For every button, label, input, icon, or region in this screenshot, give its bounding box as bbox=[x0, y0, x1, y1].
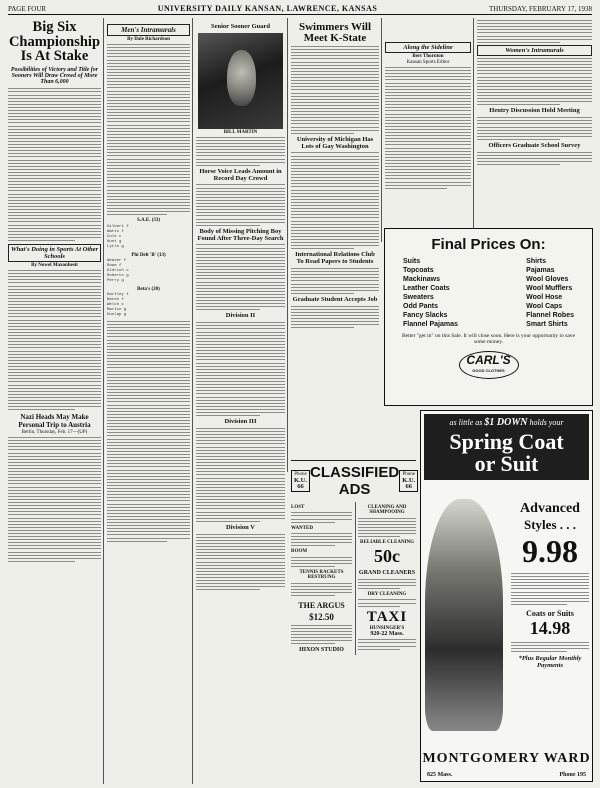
nazi-dateline: Berlin, Thursday, Feb. 17—(UP) bbox=[21, 429, 88, 435]
division-3-list bbox=[196, 428, 285, 522]
column-6 bbox=[477, 18, 592, 240]
division-2-list bbox=[196, 322, 285, 416]
classified-ads bbox=[291, 460, 416, 782]
final-prices-note: Better "get in" on this Sale. It will close soon. Here is your opportunity to save some money. bbox=[402, 333, 575, 345]
box-score-row: Dunlap g bbox=[107, 313, 127, 317]
box-score-body bbox=[107, 321, 190, 542]
spring-plus: *Plus Regular Monthly Payments bbox=[518, 655, 582, 670]
subhead-relations-club: International Relations Club To Read Papers to Students bbox=[295, 251, 375, 266]
womens-intramurals-head: Women's Intramurals bbox=[477, 45, 592, 56]
division-5-head: Division V bbox=[226, 523, 255, 531]
article-body bbox=[291, 152, 379, 249]
spring-small-text bbox=[428, 417, 585, 428]
grand-cleaners: GRAND CLEANERS bbox=[358, 570, 416, 577]
classified-col-b bbox=[355, 502, 416, 655]
spring-advanced: Advanced bbox=[520, 501, 580, 516]
argus-body bbox=[291, 625, 352, 645]
box-score-row: Hunt g bbox=[107, 239, 122, 244]
taxi-company: HUNSINGER'S bbox=[369, 625, 405, 631]
column-rule bbox=[192, 18, 193, 784]
column-3 bbox=[196, 18, 285, 784]
spring-title-2: or Suit bbox=[474, 451, 539, 476]
classified-header bbox=[291, 464, 416, 498]
spring-price-2: 14.98 bbox=[529, 617, 571, 638]
box-score-row: Aldrich c bbox=[107, 268, 129, 273]
store-street: 825 Mass. bbox=[427, 772, 453, 778]
spring-title-1: Spring Coat bbox=[449, 429, 564, 454]
box-score-row: Bates f bbox=[107, 298, 124, 302]
article-body bbox=[196, 244, 285, 310]
spring-banner bbox=[424, 414, 589, 480]
classified-room-body bbox=[291, 557, 352, 567]
column-rule bbox=[103, 18, 104, 784]
final-price-item: Flannel Robes bbox=[526, 312, 574, 319]
classified-tennis-body bbox=[291, 583, 352, 596]
classified-dry: DRY CLEANING bbox=[367, 592, 407, 598]
final-price-item: Odd Pants bbox=[403, 303, 439, 310]
sports-box-byline: By Nowel Maxonhesit bbox=[31, 262, 78, 268]
carls-logo bbox=[459, 351, 519, 379]
classified-title: CLASSIFIED ADS bbox=[310, 464, 400, 498]
paper-title: UNIVERSITY DAILY KANSAN, LAWRENCE, KANSAS bbox=[157, 4, 378, 13]
store-address bbox=[427, 772, 586, 778]
intramurals-box-head: Men's Intramurals bbox=[107, 24, 190, 36]
final-price-item: Flannel Pajamas bbox=[403, 321, 458, 328]
classified-phone-num-right: K.U. 66 bbox=[402, 477, 416, 490]
box-score-row: Cole c bbox=[107, 234, 122, 239]
final-price-item: Leather Coats bbox=[403, 285, 450, 292]
box-score-table bbox=[107, 287, 190, 318]
classified-room: ROOM bbox=[291, 549, 308, 555]
final-price-item: Sweaters bbox=[403, 294, 434, 301]
final-price-item: Smart Shirts bbox=[526, 321, 568, 328]
column-rule bbox=[473, 18, 474, 242]
column-rule bbox=[381, 18, 382, 242]
sports-box-body bbox=[8, 270, 101, 410]
final-prices-title: Final Prices On: bbox=[431, 236, 546, 253]
classified-phone-box bbox=[291, 470, 310, 492]
box-score-row: Martin g bbox=[107, 308, 127, 312]
article-body bbox=[291, 306, 379, 329]
final-prices-ad bbox=[384, 228, 593, 406]
subhead-horse: Horse Voice Leads Amount in Record Day Crowd bbox=[199, 167, 282, 182]
division-5-list bbox=[196, 534, 285, 591]
subhead-pitching-boy: Body of Missing Pitching Boy Found After Three-Day Search bbox=[197, 227, 284, 242]
classified-wanted: WANTED bbox=[291, 525, 313, 531]
grand-body bbox=[358, 579, 416, 589]
spring-holds: holds your bbox=[529, 418, 564, 427]
masthead bbox=[8, 3, 592, 15]
article-body bbox=[477, 58, 592, 105]
final-prices-right-list bbox=[526, 257, 574, 329]
store-name: MONTGOMERY WARD bbox=[422, 751, 591, 766]
box-score-title: Phi Delt 'B' (13) bbox=[131, 252, 166, 258]
final-price-item: Shirts bbox=[526, 258, 546, 265]
box-score-title: S.A.E. (33) bbox=[136, 218, 161, 224]
spring-down: $1 DOWN bbox=[484, 417, 528, 428]
classified-phone-num: K.U. 66 bbox=[294, 477, 307, 490]
classified-reliable: RELIABLE CLEANING bbox=[359, 540, 415, 546]
classified-lost: LOST bbox=[291, 505, 305, 510]
taxi-ad: TAXI bbox=[366, 608, 408, 625]
final-price-item: Fancy Slacks bbox=[403, 312, 448, 319]
article-body bbox=[477, 20, 592, 43]
classified-phone-label-right: Phone bbox=[402, 472, 415, 477]
box-score-table bbox=[107, 218, 190, 249]
box-score-row: Perry g bbox=[107, 278, 124, 283]
classified-dry-body bbox=[358, 599, 416, 606]
column-4 bbox=[291, 18, 379, 470]
subhead-officers: Officers Graduate School Survey bbox=[488, 141, 581, 149]
spring-price-block bbox=[509, 501, 591, 669]
taxi-body bbox=[358, 639, 416, 649]
headline-championship: Big Six Championship Is At Stake bbox=[8, 19, 101, 64]
classified-price-50: 50c bbox=[374, 546, 400, 567]
intramurals-body bbox=[107, 44, 190, 215]
spring-styles: Styles . . . bbox=[524, 517, 576, 532]
photo-caption: BILL MARTIN bbox=[223, 129, 258, 135]
spring-small: as little as bbox=[449, 418, 483, 427]
player-photo bbox=[198, 33, 283, 129]
spring-price: 9.98 bbox=[522, 533, 578, 569]
classified-tennis: TENNIS RACKETS RESTRUNG bbox=[299, 569, 344, 581]
box-score-row: Roberts g bbox=[107, 273, 129, 278]
taxi-address: 920-22 Mass. bbox=[370, 630, 404, 637]
classified-lost-body bbox=[291, 512, 352, 522]
classified-cleaning: CLEANING AND SHAMPOOING bbox=[367, 505, 407, 516]
column-rule bbox=[287, 18, 288, 472]
subhead-championship: Possibilities of Victory and Title for Sooners Will Draw Crowd of More Than 6,000 bbox=[10, 66, 99, 86]
final-price-item: Pajamas bbox=[526, 267, 555, 274]
montgomery-ward-ad bbox=[420, 410, 593, 782]
article-body bbox=[8, 88, 101, 241]
article-body bbox=[196, 184, 285, 225]
spring-body-2 bbox=[511, 642, 589, 652]
box-score-tables bbox=[107, 218, 190, 318]
headline-swimmers: Swimmers Will Meet K-State bbox=[298, 21, 371, 44]
classified-cleaning-body bbox=[358, 518, 416, 538]
box-score-table bbox=[107, 253, 190, 284]
store-phone: Phone 195 bbox=[559, 772, 586, 778]
hixon-studio: HIXON STUDIO bbox=[299, 647, 344, 654]
box-score-row: Weaver f bbox=[107, 258, 127, 263]
classified-columns bbox=[291, 502, 416, 655]
article-body bbox=[291, 46, 379, 134]
box-score-row: Welch c bbox=[107, 303, 124, 307]
box-score-row: Rowe f bbox=[107, 263, 122, 268]
article-body bbox=[477, 152, 592, 165]
division-3-head: Division III bbox=[224, 418, 257, 426]
article-body bbox=[477, 117, 592, 140]
final-price-item: Wool Mufflers bbox=[526, 285, 573, 292]
classified-wanted-body bbox=[291, 533, 352, 546]
column-1 bbox=[8, 18, 101, 784]
sideline-byline: Bert Thornton bbox=[412, 54, 444, 59]
issue-date: THURSDAY, FEBRUARY 17, 1938 bbox=[488, 4, 592, 13]
sideline-box-head: Along the Sideline bbox=[385, 42, 471, 53]
fashion-illustration bbox=[425, 499, 503, 731]
final-price-item: Wool Hose bbox=[526, 294, 563, 301]
final-price-item: Wool Gloves bbox=[526, 276, 569, 283]
sports-box-head: What's Doing in Sports At Other Schools bbox=[8, 244, 101, 262]
final-prices-left-list bbox=[403, 257, 458, 329]
division-2-head: Division II bbox=[225, 312, 256, 320]
intramurals-byline: By Dale Richardson bbox=[127, 37, 170, 42]
nazi-headline: Nazi Heads May Make Personal Trip to Austria bbox=[18, 413, 91, 429]
final-price-item: Wool Caps bbox=[526, 303, 563, 310]
argus-camera: THE ARGUS bbox=[298, 600, 345, 610]
classified-phone-box-right bbox=[399, 470, 418, 492]
photo-headline: Senior Sooner Guard bbox=[211, 23, 270, 30]
classified-phone-label: Phone bbox=[294, 472, 307, 477]
final-price-item: Topcoats bbox=[403, 267, 434, 274]
subhead-hentry: Hentry Discussion Hold Meeting bbox=[489, 107, 580, 115]
sideline-body bbox=[385, 67, 471, 189]
spring-body bbox=[511, 573, 589, 605]
box-score-row: Gilbert f bbox=[107, 224, 129, 229]
column-2 bbox=[107, 18, 190, 784]
spring-coats-suits: Coats or Suits bbox=[526, 608, 574, 618]
sideline-byline-title: Kansan Sports Editor bbox=[406, 60, 450, 65]
box-score-row: Lytle g bbox=[107, 244, 124, 249]
carls-name: CARL'S bbox=[466, 353, 511, 367]
subhead-graduate: Graduate Student Accepts Job bbox=[292, 295, 378, 303]
box-score-title: Beta's (20) bbox=[137, 286, 160, 292]
subhead-michigan: University of Michigan Has Lots of Gay Washington bbox=[296, 135, 374, 150]
box-score-row: Hartley f bbox=[107, 293, 129, 297]
box-score-row: Watts f bbox=[107, 229, 124, 234]
final-price-item: Mackinaws bbox=[403, 276, 440, 283]
nazi-body bbox=[8, 437, 101, 562]
classified-col-a bbox=[291, 502, 352, 655]
page-number: PAGE FOUR bbox=[8, 4, 47, 13]
final-prices-lists bbox=[385, 253, 592, 329]
article-body bbox=[291, 268, 379, 294]
final-price-item: Suits bbox=[403, 258, 421, 265]
caption-body bbox=[196, 137, 285, 166]
argus-price: $12.50 bbox=[309, 612, 334, 623]
carls-tag: GOOD CLOTHES bbox=[472, 368, 505, 373]
column-5 bbox=[385, 18, 471, 240]
